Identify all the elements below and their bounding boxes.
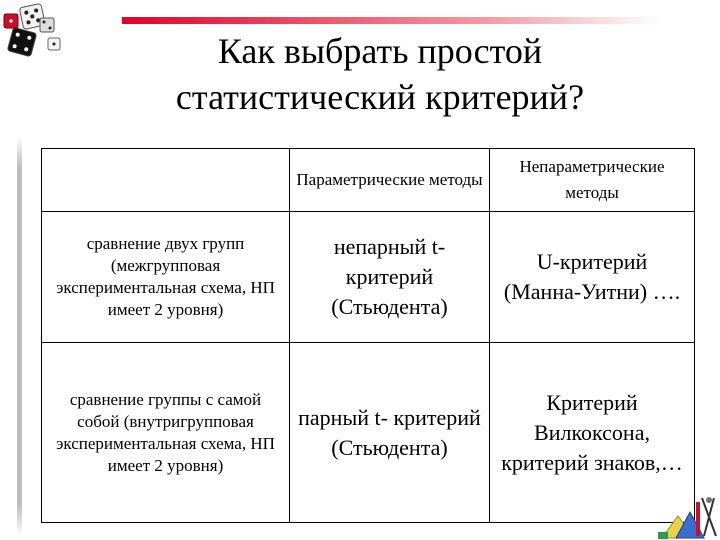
parametric-cell: парный t- критерий (Стьюдента) [290,343,490,523]
title-line-2: статистический критерий? [175,77,585,117]
title-accent-line [122,17,662,24]
dice-icon [0,0,70,62]
nonparametric-cell: U-критерий (Манна-Уитни) …. [490,212,695,343]
header-row [42,149,695,212]
row-label: сравнение двух групп (межгрупповая экспериментальная схема, НП имеет 2 уровня) [42,212,290,343]
header-parametric: Параметрические методы [290,149,490,212]
row-label: сравнение группы с самой собой (внутригрупповая экспериментальная схема, НП имеет 2 уровня) [42,343,290,523]
header-nonparametric: Непараметрические методы [490,149,695,212]
header-corner-cell [42,149,290,212]
table-row [42,212,695,343]
table-row [42,343,695,523]
title-line-1: Как выбрать простой [217,31,543,71]
page-title [100,28,660,120]
criteria-table [41,148,695,523]
parametric-cell: непарный t- критерий (Стьюдента) [290,212,490,343]
side-accent-bar [17,136,22,536]
nonparametric-cell: Критерий Вилкоксона, критерий знаков,… [490,343,695,523]
geometry-tools-icon [656,492,720,540]
